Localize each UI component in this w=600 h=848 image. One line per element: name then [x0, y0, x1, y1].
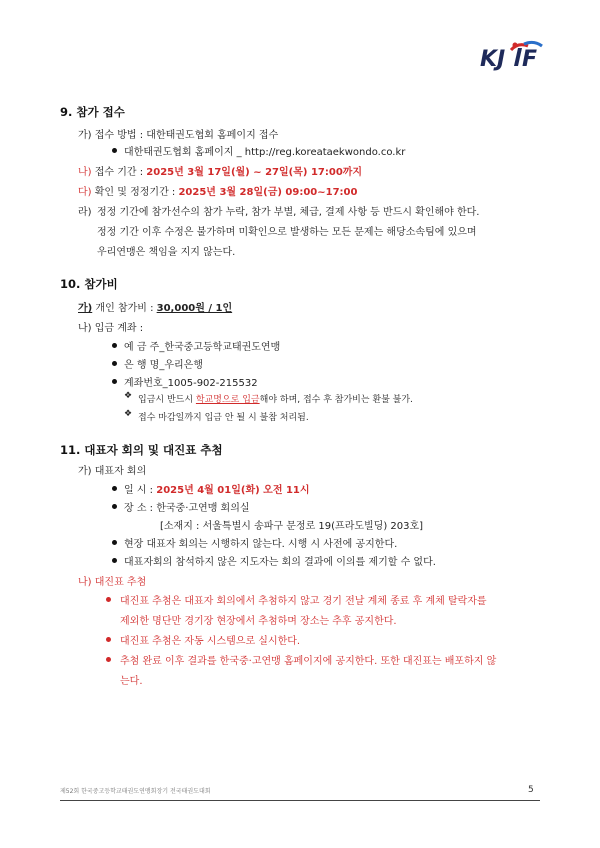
s9-d-line3: 우리연맹은 책임을 지지 않는다. — [97, 247, 236, 258]
s11-item-b — [78, 573, 146, 588]
deposit-note-1 — [138, 392, 413, 405]
item-text: 접수 방법 : 대한태권도협회 홈페이지 접수 — [94, 130, 279, 141]
bullet-icon — [112, 361, 117, 366]
s9-item-a — [78, 126, 278, 141]
meeting-place: 장 소 : 한국중·고연맹 회의실 — [124, 503, 250, 514]
diamond-icon: ❖ — [124, 391, 133, 401]
item-label: 가) — [78, 466, 92, 477]
footer-divider — [60, 800, 540, 801]
item-text: 접수 기간 : — [94, 167, 147, 178]
s9-item-d-label: 라) — [78, 207, 92, 218]
draw-note-1-line2: 제외한 명단만 경기장 현장에서 추첨하며 장소는 추후 공지한다. — [120, 616, 397, 627]
period-value: 2025년 3월 28일(금) 09:00~17:00 — [178, 187, 358, 198]
item-label: 나) — [78, 167, 92, 178]
page-number: 5 — [528, 785, 534, 795]
item-label: 가) — [78, 303, 93, 314]
item-text: 확인 및 정정기간 : — [94, 187, 179, 198]
note-text: 해야 하며, 접수 후 참가비는 환불 불가. — [259, 395, 413, 405]
item-text: 대표자 회의 — [94, 466, 147, 477]
period-value: 2025년 3월 17일(월) ~ 27일(목) 17:00까지 — [146, 167, 363, 178]
bullet-icon — [112, 379, 117, 384]
s9-item-c — [78, 183, 357, 198]
meeting-note-1: 현장 대표자 회의는 시행하지 않는다. 시행 시 사전에 공지한다. — [124, 539, 398, 550]
s9-d-line1: 정정 기간에 참가선수의 참가 누락, 참가 부별, 체급, 결제 사항 등 반드시 확인해야 한다. — [97, 207, 480, 218]
deposit-note-2: 접수 마감일까지 입금 안 될 시 불참 처리됨. — [138, 413, 309, 423]
draw-note-3-line1: 추첨 완료 이후 결과를 한국중·고연맹 홈페이지에 공지한다. 또한 대진표는 배포하지 않 — [120, 656, 497, 667]
s9-item-b — [78, 163, 362, 178]
item-text: 개인 참가비 : — [95, 303, 157, 314]
bullet-icon — [112, 540, 117, 545]
s10-item-a — [78, 299, 232, 314]
section-9-title: 9. 참가 접수 — [60, 105, 125, 119]
bullet-icon — [112, 343, 117, 348]
account-number: 계좌번호_1005-902-215532 — [124, 378, 258, 389]
meeting-address: [소재지 : 서울특별시 송파구 문정로 19(프라도빌딩) 203호] — [160, 521, 424, 532]
s11-item-a — [78, 462, 146, 477]
meeting-note-2: 대표자회의 참석하지 않은 지도자는 회의 결과에 이의를 제기할 수 없다. — [124, 557, 436, 568]
bullet-icon — [106, 597, 111, 602]
draw-note-3-line2: 는다. — [120, 676, 143, 687]
draw-note-2: 대진표 추첨은 자동 시스템으로 실시한다. — [120, 636, 301, 647]
item-label: 나) — [78, 577, 92, 588]
item-text: 대진표 추첨 — [94, 577, 147, 588]
note-emphasis: 학교명으로 입금 — [195, 395, 260, 405]
meeting-date — [124, 481, 310, 496]
diamond-icon: ❖ — [124, 409, 133, 419]
bullet-icon — [112, 558, 117, 563]
fee-value: 30,000원 / 1인 — [156, 303, 233, 314]
date-value: 2025년 4월 01일(화) 오전 11시 — [156, 485, 310, 496]
bullet-icon — [106, 637, 111, 642]
svg-text:F: F — [522, 47, 538, 72]
s10-item-b — [78, 319, 143, 334]
item-label: 다) — [78, 187, 92, 198]
section-10-title: 10. 참가비 — [60, 277, 118, 291]
account-holder: 예 금 주_한국중고등학교태권도연맹 — [124, 342, 281, 353]
bullet-icon — [112, 486, 117, 491]
section-11-title: 11. 대표자 회의 및 대진표 추첨 — [60, 443, 223, 457]
item-label: 나) — [78, 323, 92, 334]
bullet-icon — [106, 657, 111, 662]
note-text: 입금시 반드시 — [138, 395, 196, 405]
draw-note-1-line1: 대진표 추첨은 대표자 회의에서 추첨하지 않고 경기 전날 계체 종료 후 계체 탈락자를 — [120, 596, 487, 607]
s9-d-line2: 정정 기간 이후 수정은 불가하며 미확인으로 발생하는 모든 문제는 해당소속팀에 있으며 — [97, 227, 477, 238]
date-label: 일 시 : — [124, 485, 157, 496]
s9-a-bullet: 대한태권도협회 홈페이지 _ http://reg.koreataekwondo.co.kr — [124, 147, 406, 158]
footer-text: 제52회 한국중고등학교태권도연맹회장기 전국태권도대회 — [60, 788, 211, 795]
kjtf-logo — [478, 40, 556, 72]
svg-text:KJ: KJ — [480, 47, 506, 72]
bullet-icon — [112, 148, 117, 153]
item-text: 입금 계좌 : — [94, 323, 144, 334]
bank-name: 은 행 명_우리은행 — [124, 360, 203, 371]
item-label: 가) — [78, 130, 92, 141]
bullet-icon — [112, 504, 117, 509]
